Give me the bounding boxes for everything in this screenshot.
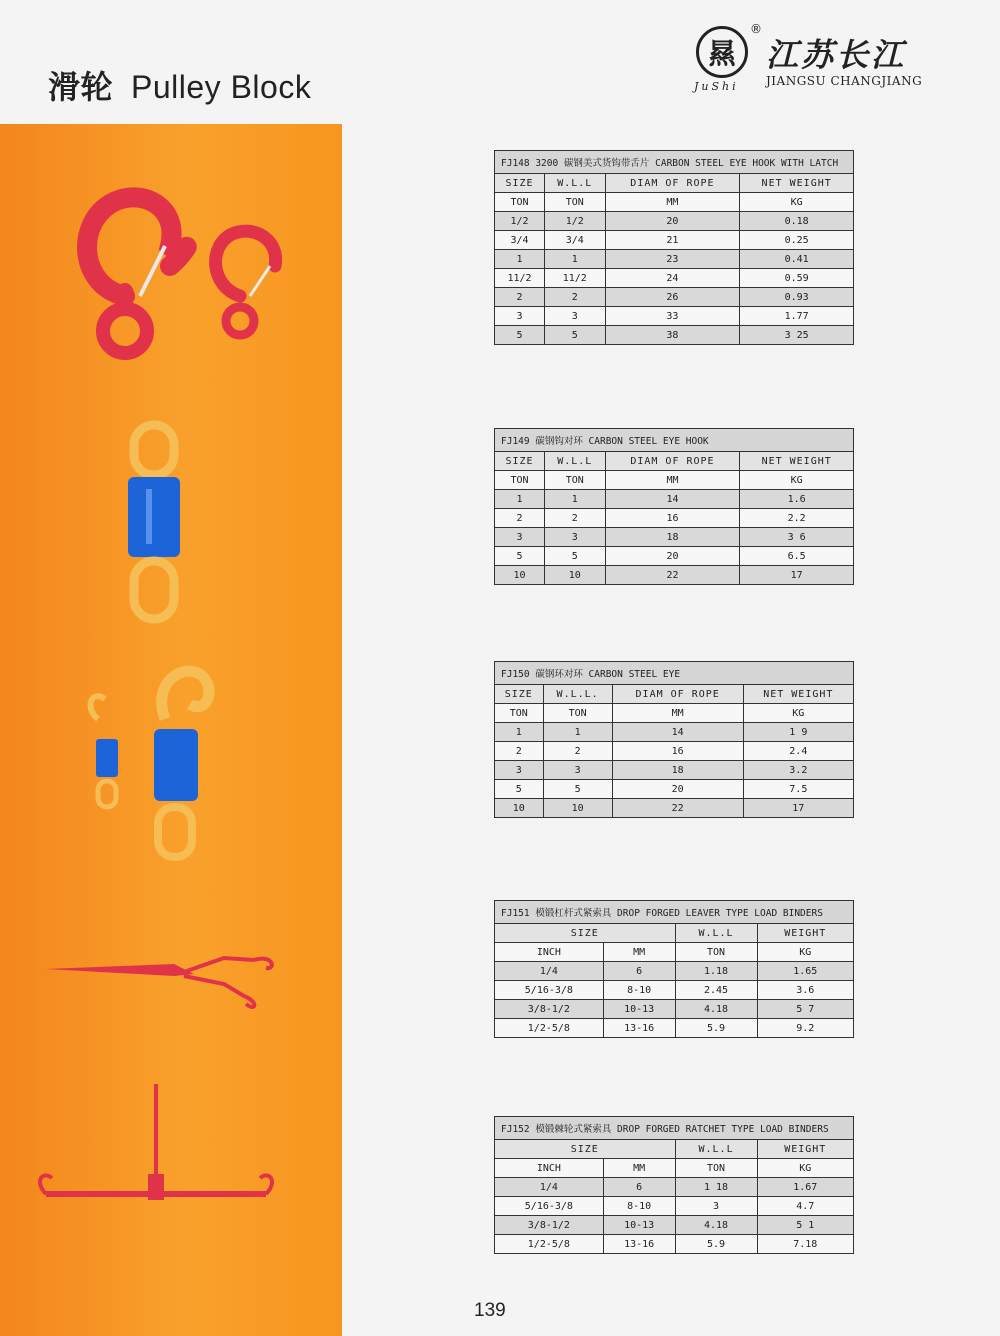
unit-cell: TON <box>675 1159 757 1178</box>
table-cell: 6 <box>603 962 675 981</box>
column-header: NET WEIGHT <box>740 174 854 193</box>
table-cell: 16 <box>612 742 743 761</box>
table-cell: 7.5 <box>743 780 853 799</box>
table-units-row <box>495 471 854 490</box>
table-fj152 <box>494 1116 854 1254</box>
logo-jushi-text: JuShi <box>694 80 739 93</box>
table-row <box>495 1178 854 1197</box>
table-header-row <box>495 1140 854 1159</box>
column-header: W.L.L <box>675 1140 757 1159</box>
table-caption-row <box>495 662 854 685</box>
table-cell: 3 <box>675 1197 757 1216</box>
table-cell: 33 <box>605 307 740 326</box>
large-eye-hook <box>87 197 187 353</box>
table-units-row <box>495 1159 854 1178</box>
unit-cell: TON <box>495 193 545 212</box>
table-caption: FJ152 模锻棘轮式紧索具 DROP FORGED RATCHET TYPE LOAD BINDERS <box>495 1117 854 1140</box>
page-title-cn: 滑轮 <box>48 68 114 106</box>
table-cell: 10 <box>495 566 545 585</box>
table-cell: 16 <box>605 509 740 528</box>
table-cell: 5 <box>495 547 545 566</box>
table-cell: 3/4 <box>544 231 605 250</box>
table-cell: 1 <box>495 723 544 742</box>
table-cell: 1/2-5/8 <box>495 1019 604 1038</box>
unit-cell: MM <box>612 704 743 723</box>
table-row <box>495 1019 854 1038</box>
table-cell: 0.41 <box>740 250 854 269</box>
latch-large <box>140 246 165 296</box>
column-header: SIZE <box>495 685 544 704</box>
column-header: NET WEIGHT <box>743 685 853 704</box>
unit-cell: KG <box>743 704 853 723</box>
table-header-row <box>495 174 854 193</box>
table-cell: 3 6 <box>740 528 854 547</box>
table-cell: 2 <box>544 509 605 528</box>
table-cell: 10 <box>495 799 544 818</box>
table-cell: 3.6 <box>757 981 853 1000</box>
table-row <box>495 547 854 566</box>
table-cell: 10 <box>544 566 605 585</box>
column-header: DIAM OF ROPE <box>612 685 743 704</box>
page-title-en: Pulley Block <box>131 69 312 105</box>
table-caption: FJ150 碳钢环对环 CARBON STEEL EYE <box>495 662 854 685</box>
unit-cell: INCH <box>495 943 604 962</box>
table-fj150 <box>494 661 854 818</box>
table-cell: 3 <box>495 307 545 326</box>
table-cell: 5 <box>543 780 612 799</box>
table-cell: 1.18 <box>675 962 757 981</box>
column-header: WEIGHT <box>757 924 853 943</box>
table-cell: 2.45 <box>675 981 757 1000</box>
table-row <box>495 1000 854 1019</box>
table-cell: 5 <box>495 780 544 799</box>
table-row <box>495 509 854 528</box>
table-row <box>495 962 854 981</box>
table-caption: FJ148 3200 碳钢美式货钩带舌片 CARBON STEEL EYE HOOK WITH LATCH <box>495 151 854 174</box>
table-cell: 18 <box>605 528 740 547</box>
table-cell: 3 <box>495 528 545 547</box>
table-cell: 3/8-1/2 <box>495 1000 604 1019</box>
unit-cell: MM <box>603 943 675 962</box>
table-cell: 13-16 <box>603 1019 675 1038</box>
table-cell: 8-10 <box>603 981 675 1000</box>
table-cell: 10 <box>543 799 612 818</box>
lever-load-binder-image <box>44 944 284 1014</box>
unit-cell: KG <box>757 1159 853 1178</box>
company-logo <box>694 22 954 96</box>
unit-cell: TON <box>495 704 544 723</box>
table-cell: 2 <box>495 742 544 761</box>
table-cell: 4.18 <box>675 1000 757 1019</box>
table-row <box>495 780 854 799</box>
table-cell: 7.18 <box>757 1235 853 1254</box>
table-header-row <box>495 685 854 704</box>
table-cell: 13-16 <box>603 1235 675 1254</box>
table-cell: 3 <box>544 307 605 326</box>
unit-cell: MM <box>603 1159 675 1178</box>
table-cell: 22 <box>605 566 740 585</box>
table-cell: 5 7 <box>757 1000 853 1019</box>
table-cell: 23 <box>605 250 740 269</box>
unit-cell: KG <box>740 471 854 490</box>
table-cell: 5/16-3/8 <box>495 1197 604 1216</box>
eye-hook-with-latch-image <box>70 186 300 366</box>
table-row <box>495 1235 854 1254</box>
table-cell: 5.9 <box>675 1019 757 1038</box>
table-cell: 5.9 <box>675 1235 757 1254</box>
table-row <box>495 981 854 1000</box>
table-row <box>495 212 854 231</box>
table-units-row <box>495 193 854 212</box>
table-row <box>495 490 854 509</box>
table-row <box>495 1216 854 1235</box>
table-cell: 1 <box>544 250 605 269</box>
table-row <box>495 761 854 780</box>
column-header: SIZE <box>495 924 676 943</box>
table-cell: 1/4 <box>495 1178 604 1197</box>
table-cell: 5 1 <box>757 1216 853 1235</box>
table-caption-row <box>495 1117 854 1140</box>
table-cell: 5 <box>544 547 605 566</box>
table-row <box>495 250 854 269</box>
table-cell: 11/2 <box>544 269 605 288</box>
page-title <box>48 62 311 108</box>
product-image-strip <box>0 124 342 1336</box>
table-header-row <box>495 924 854 943</box>
table-row <box>495 231 854 250</box>
eye-eye-swivel-image <box>120 419 190 629</box>
table-row <box>495 799 854 818</box>
small-swivel <box>91 696 118 807</box>
table-cell: 5 <box>495 326 545 345</box>
table-cell: 5 <box>544 326 605 345</box>
unit-cell: KG <box>757 943 853 962</box>
table-cell: 3/4 <box>495 231 545 250</box>
table-cell: 3/8-1/2 <box>495 1216 604 1235</box>
table-row <box>495 528 854 547</box>
table-row <box>495 566 854 585</box>
table-cell: 6 <box>603 1178 675 1197</box>
table-cell: 2 <box>495 288 545 307</box>
table-cell: 3 <box>495 761 544 780</box>
table-cell: 1 <box>495 250 545 269</box>
unit-cell: TON <box>544 193 605 212</box>
table-cell: 26 <box>605 288 740 307</box>
table-cell: 22 <box>612 799 743 818</box>
table-caption: FJ151 模锻杠杆式紧索具 DROP FORGED LEAVER TYPE LOAD BINDERS <box>495 901 854 924</box>
table-cell: 1.65 <box>757 962 853 981</box>
column-header: W.L.L. <box>543 685 612 704</box>
logo-emblem: 㬎 <box>696 26 748 78</box>
table-cell: 3 25 <box>740 326 854 345</box>
table-units-row <box>495 943 854 962</box>
table-cell: 1 <box>543 723 612 742</box>
table-row <box>495 1197 854 1216</box>
table-cell: 0.25 <box>740 231 854 250</box>
column-header: W.L.L <box>544 452 605 471</box>
unit-cell: MM <box>605 471 740 490</box>
table-cell: 2 <box>544 288 605 307</box>
table-cell: 4.7 <box>757 1197 853 1216</box>
table-cell: 1.67 <box>757 1178 853 1197</box>
table-cell: 0.93 <box>740 288 854 307</box>
table-cell: 1/2 <box>544 212 605 231</box>
table-cell: 11/2 <box>495 269 545 288</box>
table-cell: 2.2 <box>740 509 854 528</box>
small-eye-hook <box>216 231 276 335</box>
table-units-row <box>495 704 854 723</box>
unit-cell: TON <box>543 704 612 723</box>
table-cell: 0.18 <box>740 212 854 231</box>
table-caption-row <box>495 901 854 924</box>
table-cell: 17 <box>743 799 853 818</box>
column-header: SIZE <box>495 1140 676 1159</box>
unit-cell: MM <box>605 193 740 212</box>
column-header: W.L.L <box>544 174 605 193</box>
table-cell: 17 <box>740 566 854 585</box>
logo-company-en: JIANGSU CHANGJIANG <box>766 74 923 88</box>
column-header: SIZE <box>495 452 545 471</box>
unit-cell: INCH <box>495 1159 604 1178</box>
table-fj148 <box>494 150 854 345</box>
table-cell: 18 <box>612 761 743 780</box>
table-cell: 20 <box>605 547 740 566</box>
table-cell: 0.59 <box>740 269 854 288</box>
table-cell: 1 9 <box>743 723 853 742</box>
registered-mark: ® <box>750 22 762 36</box>
table-caption-row <box>495 429 854 452</box>
table-cell: 20 <box>605 212 740 231</box>
column-header: NET WEIGHT <box>740 452 854 471</box>
table-cell: 1/4 <box>495 962 604 981</box>
unit-cell: TON <box>544 471 605 490</box>
unit-cell: TON <box>675 943 757 962</box>
table-cell: 10-13 <box>603 1216 675 1235</box>
table-cell: 1 <box>544 490 605 509</box>
table-cell: 14 <box>605 490 740 509</box>
unit-cell: TON <box>495 471 545 490</box>
table-header-row <box>495 452 854 471</box>
table-cell: 1.77 <box>740 307 854 326</box>
table-row <box>495 742 854 761</box>
table-row <box>495 288 854 307</box>
table-cell: 38 <box>605 326 740 345</box>
table-cell: 3 <box>543 761 612 780</box>
table-cell: 2 <box>495 509 545 528</box>
column-header: SIZE <box>495 174 545 193</box>
column-header: WEIGHT <box>757 1140 853 1159</box>
table-cell: 2 <box>543 742 612 761</box>
table-cell: 10-13 <box>603 1000 675 1019</box>
table-cell: 9.2 <box>757 1019 853 1038</box>
table-cell: 20 <box>612 780 743 799</box>
logo-company-cn: 江苏长江 <box>766 36 907 74</box>
table-cell: 6.5 <box>740 547 854 566</box>
table-caption-row <box>495 151 854 174</box>
table-row <box>495 723 854 742</box>
table-cell: 1/2-5/8 <box>495 1235 604 1254</box>
table-cell: 8-10 <box>603 1197 675 1216</box>
table-cell: 1/2 <box>495 212 545 231</box>
latch-small <box>250 266 270 296</box>
table-cell: 4.18 <box>675 1216 757 1235</box>
table-cell: 1 <box>495 490 545 509</box>
column-header: DIAM OF ROPE <box>605 174 740 193</box>
table-cell: 1 18 <box>675 1178 757 1197</box>
ratchet-load-binder-image <box>36 1084 276 1224</box>
table-row <box>495 326 854 345</box>
page-number: 139 <box>474 1300 506 1321</box>
table-fj149 <box>494 428 854 585</box>
table-row <box>495 269 854 288</box>
table-cell: 24 <box>605 269 740 288</box>
large-swivel <box>154 671 209 857</box>
table-cell: 2.4 <box>743 742 853 761</box>
table-cell: 3 <box>544 528 605 547</box>
hook-eye-swivel-image <box>80 659 230 864</box>
table-cell: 5/16-3/8 <box>495 981 604 1000</box>
column-header: W.L.L <box>675 924 757 943</box>
table-cell: 21 <box>605 231 740 250</box>
unit-cell: KG <box>740 193 854 212</box>
table-cell: 1.6 <box>740 490 854 509</box>
table-fj151 <box>494 900 854 1038</box>
table-caption: FJ149 碳钢钩对环 CARBON STEEL EYE HOOK <box>495 429 854 452</box>
column-header: DIAM OF ROPE <box>605 452 740 471</box>
table-cell: 14 <box>612 723 743 742</box>
table-row <box>495 307 854 326</box>
table-cell: 3.2 <box>743 761 853 780</box>
